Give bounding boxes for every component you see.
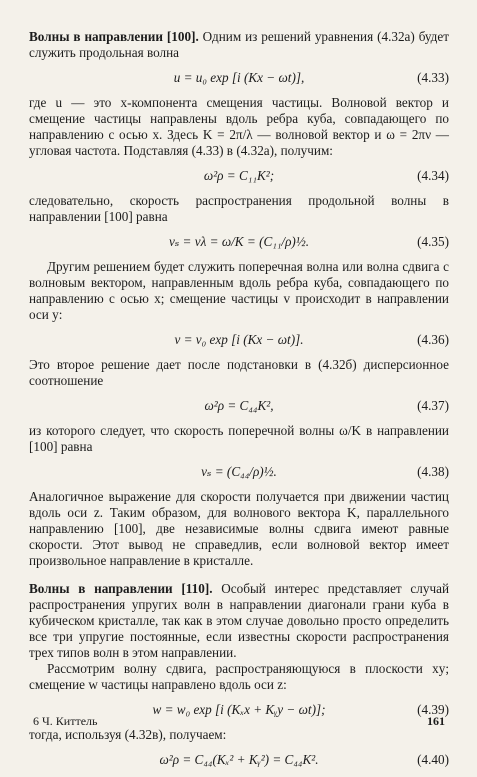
paragraph-7: Аналогичное выражение для скорости получается при движении частиц вдоль оси z. Таким образом, для волнового вектора K, параллельного направлению [100], две независимые волны сдвига имеют равные скорости. Этот вывод не справедлив, если волновой вектор имеет произвольное направление в кристалле.: [29, 489, 449, 568]
equation-4-34: [29, 168, 449, 185]
equation-4-40: [29, 752, 449, 769]
section-gap: [29, 569, 449, 581]
equation-formula: vₛ = νλ = ω/K = (C₁₁/ρ)½.: [168, 234, 310, 249]
equation-4-35: [29, 234, 449, 251]
equation-formula: ω²ρ = C₁₁K²;: [203, 168, 275, 183]
section-heading-100: Волны в направлении [100].: [29, 29, 199, 44]
paragraph-6: из которого следует, что скорость поперечной волны ω/K в направлении [100] равна: [29, 423, 449, 454]
equation-formula: u = u₀ exp [i (Kx − ωt)],: [173, 70, 305, 85]
equation-formula: w = w₀ exp [i (Kₓx + Kᵧy − ωt)];: [152, 702, 326, 717]
paragraph-3: следовательно, скорость распространения продольной волны в направлении [100] равна: [29, 193, 449, 224]
equation-number: (4.38): [417, 464, 449, 479]
paragraph-4: Другим решением будет служить поперечная волна или волна сдвига с волновым вектором, направленным вдоль ребра куба, совпадающего по направлению с осью x; смещение частицы v происходит в направлении оси y:: [29, 259, 449, 322]
paragraph-9: Рассмотрим волну сдвига, распространяющуюся в плоскости xy; смещение w частицы направлено вдоль оси z:: [29, 661, 449, 692]
paragraph-5: Это второе решение дает после подстановки в (4.32б) дисперсионное соотношение: [29, 357, 449, 388]
equation-4-38: [29, 464, 449, 481]
page-footer: [29, 713, 447, 729]
paragraph-waves-100: [29, 29, 449, 61]
equation-number: (4.40): [417, 752, 449, 767]
equation-formula: vₛ = (C₄₄/ρ)½.: [201, 464, 277, 479]
equation-number: (4.33): [417, 70, 449, 85]
equation-number: (4.37): [417, 398, 449, 413]
equation-4-37: [29, 398, 449, 415]
paragraph-waves-110: [29, 581, 449, 661]
text-column: [29, 29, 449, 777]
equation-number: (4.39): [417, 702, 449, 717]
equation-4-33: [29, 70, 449, 87]
paragraph-text: Особый интерес представляет случай распространения упругих волн в направлении диагонали грани куба в кубическом кристалле, так как в этом случае довольно просто определить все три упругие постоянные, если известны скорости распространения трех типов волн в этом направлении.: [29, 581, 450, 660]
paragraph-10: тогда, используя (4.32в), получаем:: [29, 727, 227, 742]
equation-number: (4.34): [417, 168, 449, 183]
paragraph-2: где u — это x-компонента смещения частицы. Волновой вектор и смещение частицы направлены вдоль ребра куба, совпадающего по направлению с осью x. Здесь K = 2π/λ — волновой вектор и ω = 2πν — угловая частота. Подставляя (4.33) в (4.32а), получим:: [29, 95, 449, 158]
equation-formula: ω²ρ = C₄₄(Kₓ² + Kᵧ²) = C₄₄K².: [159, 752, 319, 767]
equation-number: (4.35): [417, 234, 449, 249]
signature-mark: 6 Ч. Киттель: [33, 714, 98, 728]
equation-formula: ω²ρ = C₄₄K²,: [204, 398, 274, 413]
equation-number: (4.36): [417, 332, 449, 347]
section-heading-110: Волны в направлении [110].: [29, 581, 213, 596]
equation-formula: v = v₀ exp [i (Kx − ωt)].: [174, 332, 304, 347]
equation-4-36: [29, 332, 449, 349]
page-number: 161: [427, 714, 445, 728]
paragraph-text: Одним из решений уравнения (4.32а) будет служить продольная волна: [29, 29, 450, 60]
